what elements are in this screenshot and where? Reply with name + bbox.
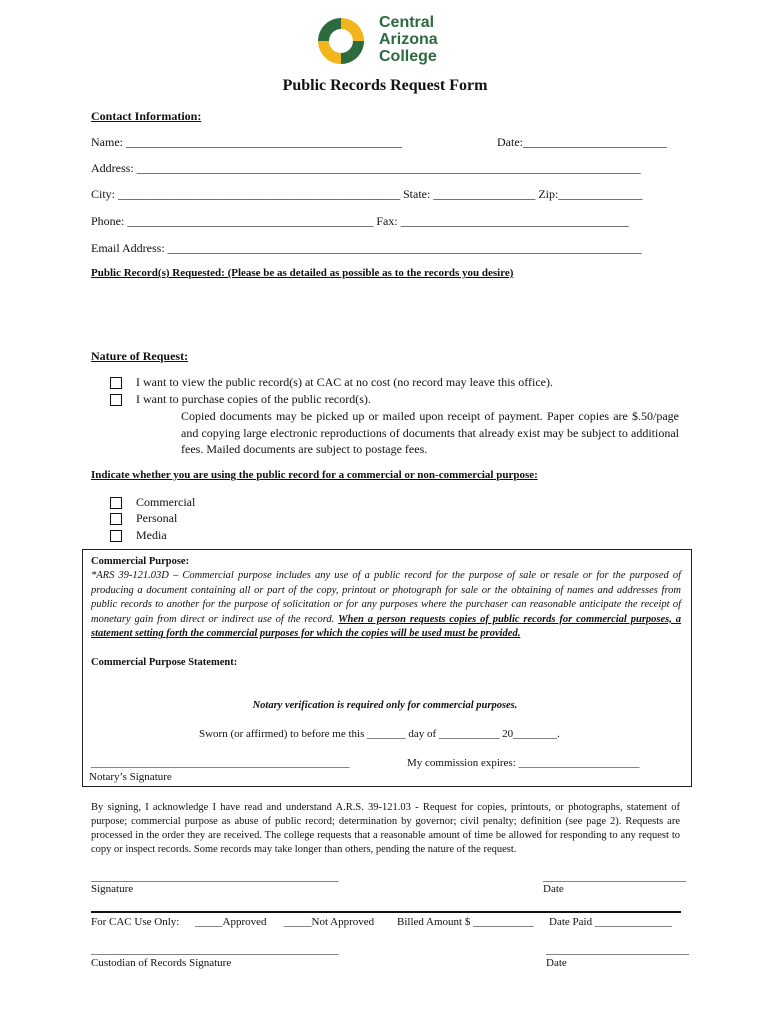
signature-date-line[interactable]: __________________________ [543,871,686,883]
acknowledgement-text: By signing, I acknowledge I have read and understand A.R.S. 39-121.03 - Request for copies, printouts, or photographs, statement of purpose; commercial purpose as abuse of public record; determination by governor; civil penalty; definition (see page 2). Requests are processed in the order they are received. The college requests that a reasonable amount of time be allowed for responding to any request to copy or inspect records. Some records may take longer than others, pending the nature of the request. [91,802,680,855]
custodian-date-label: Date [546,957,567,969]
logo-text-line2: Arizona [379,31,438,48]
nature-heading: Nature of Request: [91,349,189,363]
custodian-date-line[interactable]: __________________________ [546,944,689,956]
commercial-heading: Commercial Purpose: [91,556,190,567]
logo-text-line1: Central [379,14,435,31]
date-paid-field[interactable]: Date Paid ______________ [549,916,672,928]
commercial-checkbox[interactable] [110,497,122,509]
notary-signature-label: Notary’s Signature [89,771,172,783]
cac-use-label: For CAC Use Only: [91,916,180,928]
page-title: Public Records Request Form [282,77,488,94]
commercial-emphasis: When a person requests copies of public records for commercial purposes, a statement setting forth the commercial purposes for which the copies will be used must be provided. [91,613,682,640]
records-requested-heading: Public Record(s) Requested: (Please be as detailed as possible as to the records you desire) [91,267,514,279]
commercial-label: Commercial [136,495,196,509]
personal-checkbox[interactable] [110,513,122,525]
copy-fees-note: Copied documents may be picked up or mailed upon receipt of payment. Paper copies are $.50/page and copying large electronic reproductions of documents that already exist may be subject to additional fees. Mailed documents are subject to postage fees. [181,409,679,456]
approved-field[interactable]: _____Approved [195,916,267,928]
custodian-signature-label: Custodian of Records Signature [91,957,232,969]
commercial-definition-text: *ARS 39-121.03D – Commercial purpose includes any use of a public record for the purpose of sale or resale or for the purposed of producing a document containing all or part of the copy, printout or photograph for sale or the obtaining of names and addresses from public records to another for the purpose of solicitation or for any purposes where the purchaser can reasonable anticipate the receipt of monetary gain from direct or indirect use of the record. [91,570,681,625]
statement-area[interactable] [91,672,681,696]
name-field[interactable]: Name: ______________________________________________ [91,135,402,149]
commission-expires-field[interactable]: My commission expires: ______________________ [407,757,640,769]
view-records-label: I want to view the public record(s) at CAC at no cost (no record may leave this office). [136,375,553,389]
notary-note: Notary verification is required only for commercial purposes. [252,700,518,711]
email-field[interactable]: Email Address: _______________________________________________________________________________ [91,241,642,255]
records-requested-area[interactable] [91,285,681,343]
date-field[interactable]: Date:________________________ [497,135,667,149]
view-records-checkbox[interactable] [110,377,122,389]
phone-fax-field[interactable]: Phone: _________________________________________ Fax: ______________________________________ [91,214,629,228]
signature-line[interactable]: _____________________________________________ [91,871,339,883]
custodian-signature-line[interactable]: _____________________________________________ [91,944,339,956]
city-state-zip-field[interactable]: City: _______________________________________________ State: _________________ Zip:______________ [91,187,643,201]
address-field[interactable]: Address: ____________________________________________________________________________________ [91,161,641,175]
personal-label: Personal [136,511,178,525]
purchase-copies-label: I want to purchase copies of the public record(s). [136,392,371,406]
purchase-copies-checkbox[interactable] [110,394,122,406]
not-approved-field[interactable]: _____Not Approved [284,916,375,928]
purpose-heading: Indicate whether you are using the public record for a commercial or non-commercial purpose: [91,469,538,481]
media-checkbox[interactable] [110,530,122,542]
billed-amount-field[interactable]: Billed Amount $ ___________ [397,916,534,928]
college-logo [315,13,475,69]
contact-heading: Contact Information: [91,109,202,123]
signature-date-label: Date [543,883,564,895]
logo-text-line3: College [379,48,437,65]
media-label: Media [136,528,167,542]
commercial-definition [91,569,681,642]
cac-divider [91,911,681,913]
notary-signature-line[interactable]: _______________________________________________ [91,757,350,769]
statement-label: Commercial Purpose Statement: [91,657,238,668]
logo-emblem-icon [315,15,367,67]
sworn-line[interactable]: Sworn (or affirmed) to before me this _______ day of ___________ 20________. [199,728,560,740]
signature-label: Signature [91,883,134,895]
